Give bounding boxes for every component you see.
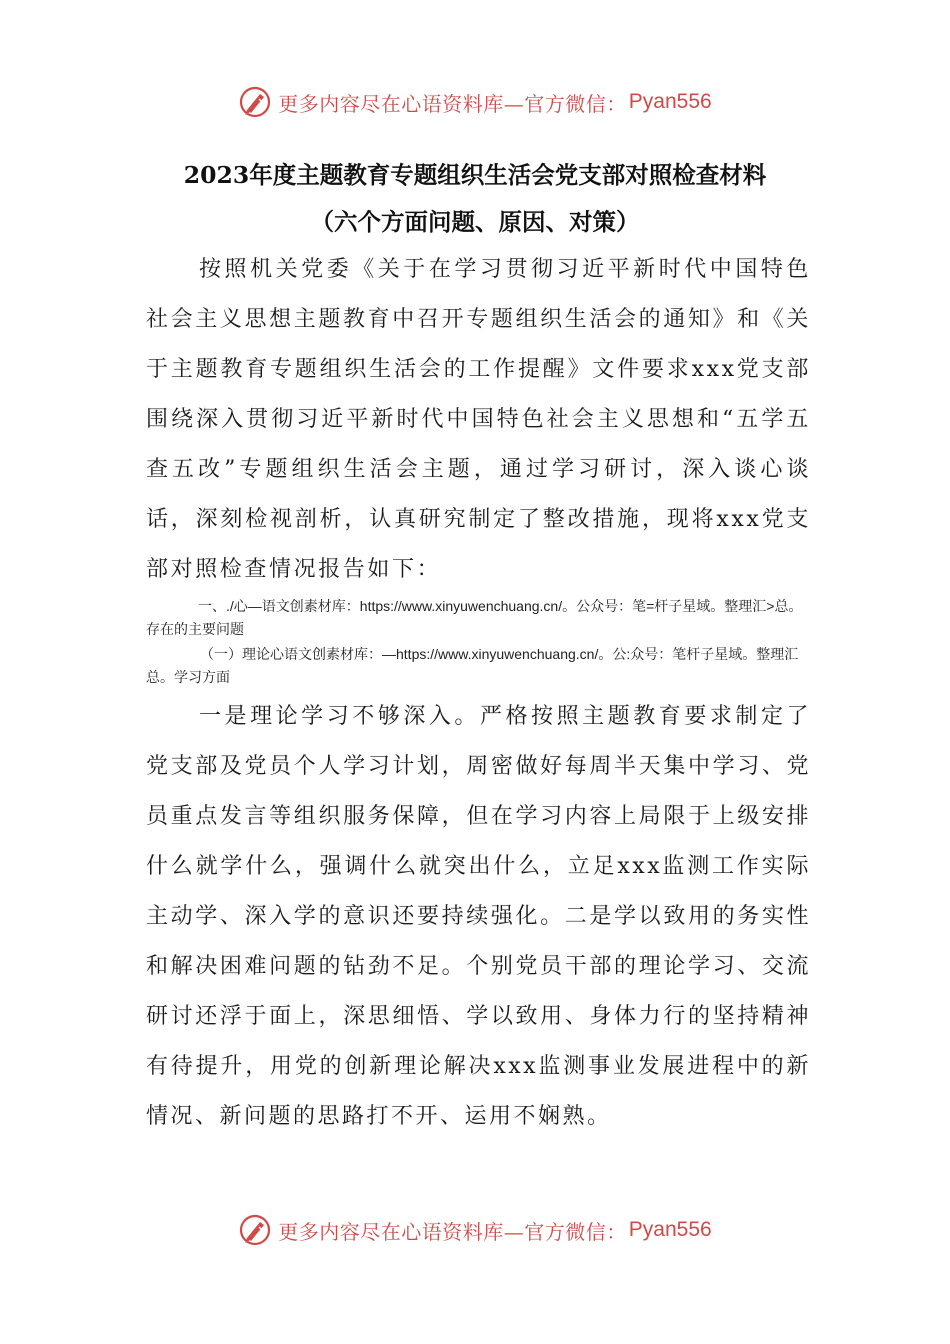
watermark-wechat-id: Pyan556: [628, 90, 712, 113]
document-title: 2023年度主题教育专题组织生活会党支部对照检查材料: [183, 161, 767, 189]
document-subtitle: （六个方面问题、原因、对策）: [310, 208, 640, 236]
watermark-wechat-id: Pyan556: [628, 1218, 712, 1241]
pen-circle-logo-icon: [238, 85, 272, 119]
theory-study-paragraph: 一是理论学习不够深入。严格按照主题教育要求制定了党支部及党员个人学习计划，周密做好每周半天集中学习、党员重点发言等组织服务保障，但在学习内容上局限于上级安排什么就学什么，强调什么就突出什么，立足xxx监测工作实际主动学、深入学的意识还要持续强化。二是学以致用的务实性和解决困难问题的钻劲不足。个别党员干部的理论学习、交流研讨还浮于面上，深思细悟、学以致用、身体力行的坚持精神有待提升，用党的创新理论解决xxx监测事业发展进程中的新情况、新问题的思路打不开、运用不娴熟。: [146, 704, 811, 1129]
section-heading-theory-study: （一）理论心语文创素材库：—https://www.xinyuwenchuang.cn/。公:众号：笔杆子星域。整理汇总。学习方面: [146, 646, 799, 685]
watermark-text: 更多内容尽在心语资料库—官方微信：: [278, 1219, 627, 1244]
intro-paragraph: 按照机关党委《关于在学习贯彻习近平新时代中国特色社会主义思想主题教育中召开专题组织生活会的通知》和《关于主题教育专题组织生活会的工作提醒》文件要求xxx党支部围绕深入贯彻习近平新时代中国特色社会主义思想和“五学五查五改”专题组织生活会主题，通过学习研讨，深入谈心谈话，深刻检视剖析，认真研究制定了整改措施，现将xxx党支部对照检查情况报告如下：: [146, 257, 811, 582]
watermark-text: 更多内容尽在心语资料库—官方微信：: [278, 91, 627, 116]
watermark-banner-bottom: [0, 1210, 950, 1250]
pen-circle-logo-icon: [238, 1213, 272, 1247]
watermark-banner-top: [0, 82, 950, 122]
section-heading-problems: 一、./心—语文创素材库：https://www.xinyuwenchuang.cn/。公众号：笔=杆子星域。整理汇>总。存在的主要问题: [146, 598, 803, 637]
